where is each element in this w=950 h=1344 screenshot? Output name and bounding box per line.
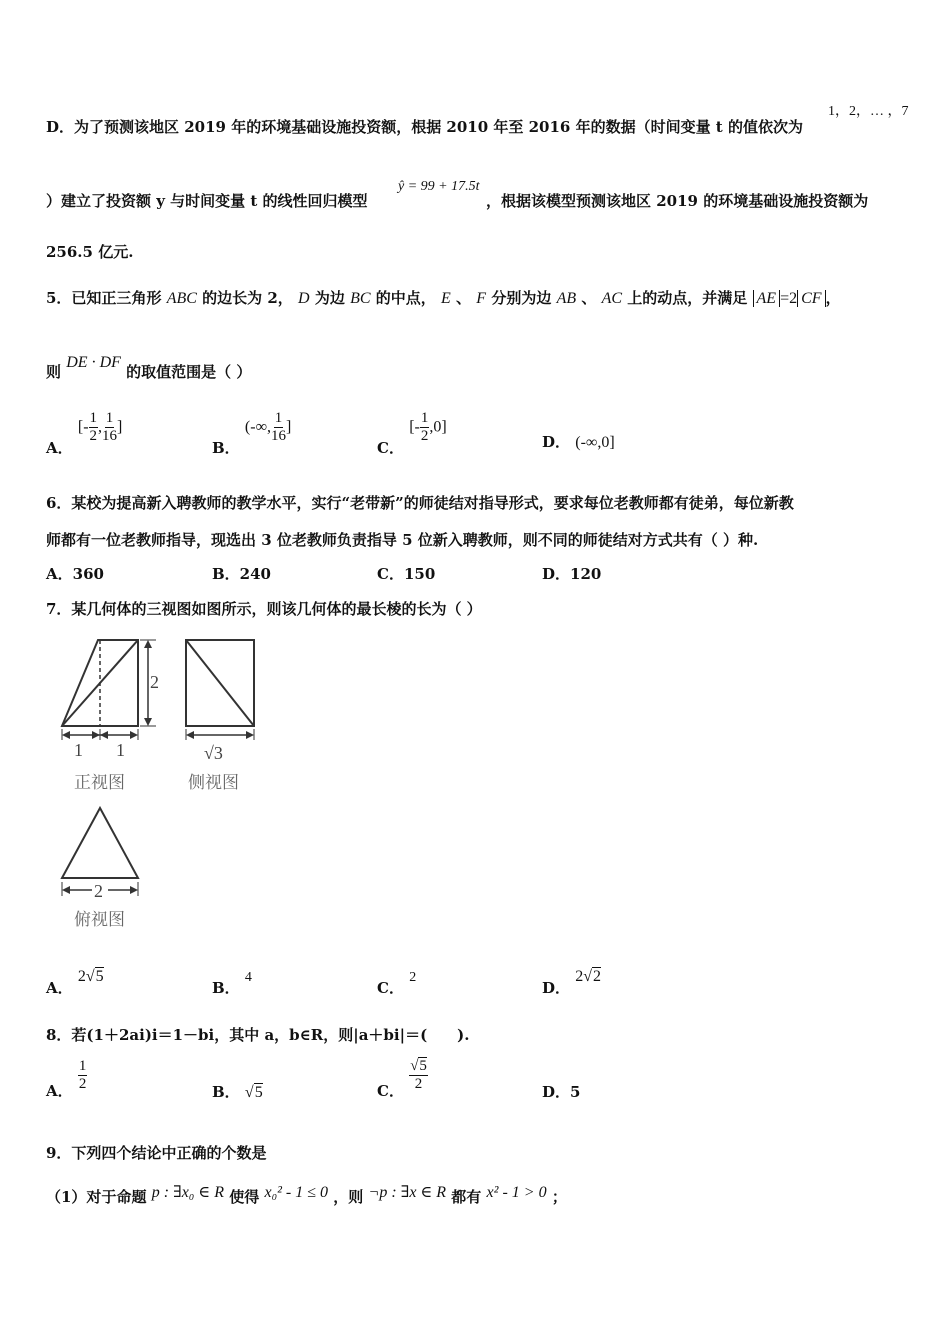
q5-option-c[interactable]: C． [- $\frac{1}{2}$ ,0] [377, 410, 447, 457]
q7-option-d[interactable]: D． 2√2 [542, 968, 602, 997]
q6-option-b[interactable]: B．240 [212, 565, 271, 583]
statement-d-line2 [46, 190, 368, 211]
statement-d-line1 [46, 116, 803, 137]
statement-d-line2b: ，根据该模型预测该地区 2019 的环境基础设施投资额为 [486, 192, 869, 210]
question-6-line2: 师都有一位老教师指导，现选出 3 位老教师负责指导 5 位新入聘教师，则不同的师徒结对方式共有（ ）种. [46, 531, 759, 549]
regression-model: ŷ = 99 + 17.5t [398, 179, 480, 194]
side-view-diagonal [186, 640, 254, 726]
top-width-label: 2 [94, 881, 103, 901]
fraction: $\frac{1}{16}$ [270, 410, 286, 444]
fraction: $\frac{1}{2}$ [89, 410, 98, 444]
front-width-label-2: 1 [116, 740, 125, 760]
q8-option-d[interactable]: D．5 [542, 1083, 581, 1101]
side-width-label: √3 [204, 743, 223, 763]
top-view-label: 俯视图 [74, 910, 125, 930]
q8-option-a[interactable]: A． $\frac{1}{2}$ [46, 1058, 87, 1100]
question-7-stem: 7．某几何体的三视图如图所示，则该几何体的最长棱的长为（ ） [46, 600, 482, 618]
fraction: $\frac{√5}{2}$ [410, 1058, 427, 1092]
top-view-outline [62, 808, 138, 878]
question-5-stem-line2: 则 DE · DF 的取值范围是（ ） [46, 354, 252, 381]
time-sequence: 1，2，… ，7 [828, 104, 909, 119]
q5-option-d[interactable]: D． (-∞,0] [542, 433, 615, 451]
front-view-figure [52, 632, 177, 794]
q6-option-c[interactable]: C．150 [377, 565, 436, 583]
dot-product: DE · DF [66, 354, 121, 371]
fraction: $\frac{1}{2}$ [420, 410, 429, 444]
q7-option-c[interactable]: C． 2 [377, 970, 417, 997]
side-view-label: 侧视图 [188, 773, 239, 793]
question-9-stem: 9．下列四个结论中正确的个数是 [46, 1144, 267, 1162]
q8-option-b[interactable]: B． √5 [212, 1083, 263, 1101]
side-view-figure [180, 632, 265, 794]
statement-d-text1: D．为了预测该地区 2019 年的环境基础设施投资额，根据 2010 年至 2016 年的数据（时间变量 t 的值依次为 [46, 118, 803, 136]
q5-option-a[interactable]: A． [- $\frac{1}{2}$ , $\frac{1}{16}$ ] [46, 410, 123, 457]
q5-option-b[interactable]: B． (-∞, $\frac{1}{16}$ ] [212, 410, 292, 457]
question-9-item-1: （1）对于命题 p : ∃x₀ ∈ R 使得 x₀² - 1 ≤ 0 ，则 ¬p : ∃x ∈ R 都有 x² - 1 > 0 ； [46, 1184, 567, 1206]
q7-option-a[interactable]: A． 2√5 [46, 968, 104, 997]
question-5-stem: 5．已知正三角形 ABC 的边长为 2， D 为边 BC 的中点， E 、 F 分别为边 AB 、 AC 上的动点，并满足 AE =2 CF ， [46, 289, 841, 307]
statement-d-line3: 256.5 亿元. [46, 243, 134, 261]
question-6-line1: 6．某校为提高新入聘教师的教学水平，实行“老带新”的师徒结对指导形式，要求每位老教师都有徒弟，每位新教 [46, 494, 794, 512]
fraction: $\frac{1}{16}$ [102, 410, 118, 444]
front-height-label: 2 [150, 672, 159, 692]
q6-option-a[interactable]: A．360 [46, 565, 104, 583]
q8-option-c[interactable]: C． $\frac{√5}{2}$ [377, 1058, 427, 1100]
fraction: $\frac{1}{2}$ [78, 1058, 87, 1092]
top-view-figure [52, 800, 152, 935]
question-8-stem: 8．若(1＋2ai)i＝1－bi，其中 a，b∈R，则|a＋bi|＝( ). [46, 1026, 470, 1044]
statement-d-text2: ）建立了投资额 y 与时间变量 t 的线性回归模型 [46, 192, 368, 210]
front-view-label: 正视图 [74, 773, 125, 793]
q6-option-d[interactable]: D．120 [542, 565, 602, 583]
q7-option-b[interactable]: B． 4 [212, 970, 252, 997]
front-width-label-1: 1 [74, 740, 83, 760]
